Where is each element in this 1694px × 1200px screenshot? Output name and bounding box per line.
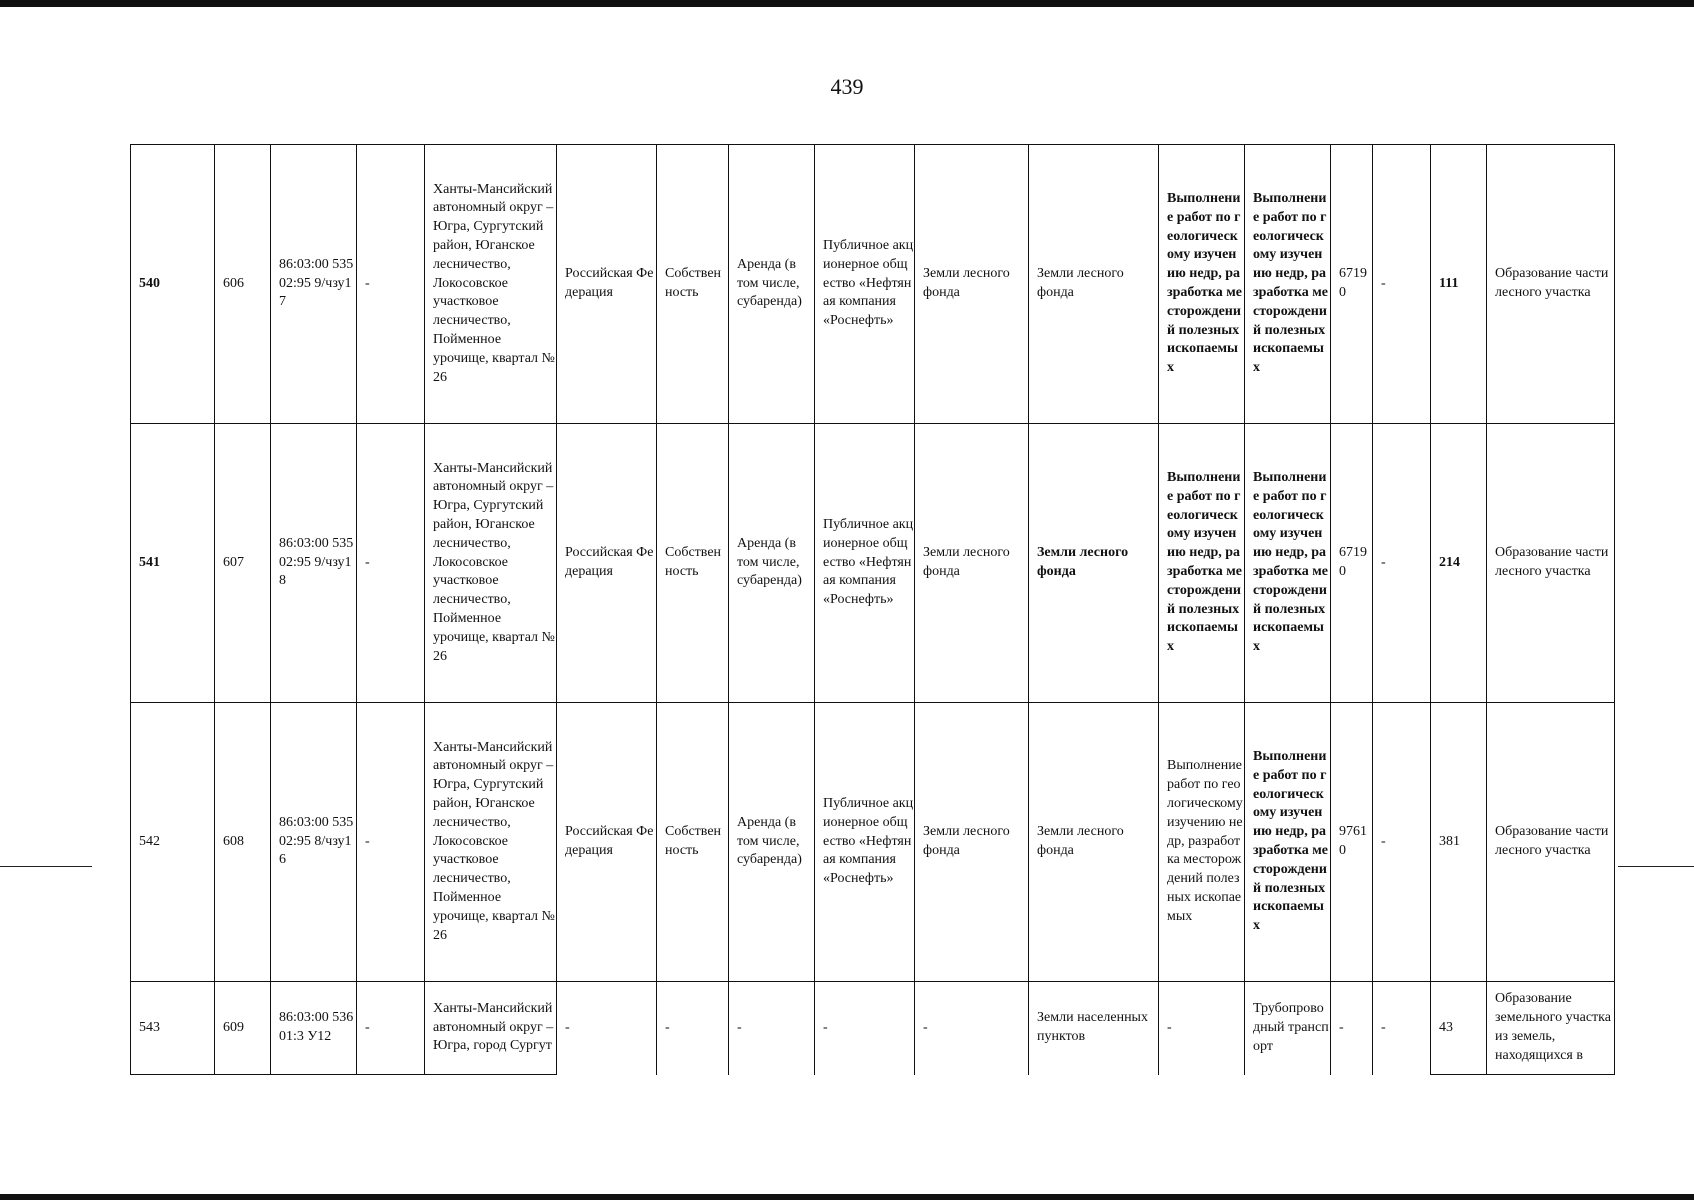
row-number: 542: [131, 703, 215, 982]
permitted-use-cell: Выполнение работ по геологическому изучению недр, разработка месторождений полезных ископаемых: [1159, 145, 1245, 424]
purpose-cell: Образование части лесного участка: [1487, 703, 1615, 982]
code-cell: 67190: [1331, 424, 1373, 703]
location-cell: Ханты-Мансийский автономный округ – Югра, город Сургут: [425, 982, 557, 1075]
row-number: 540: [131, 145, 215, 424]
dash-cell: -: [357, 424, 425, 703]
land-category-cell: Земли лесного фонда: [915, 424, 1029, 703]
land-category-2-cell: Земли лесного фонда: [1029, 703, 1159, 982]
purpose-cell: Образование части лесного участка: [1487, 145, 1615, 424]
area-cell: 43: [1431, 982, 1487, 1075]
owner-cell: Российская Федерация: [557, 703, 657, 982]
encumbrance-cell: Аренда (в том числе, субаренда): [729, 145, 815, 424]
right-holder-cell: -: [815, 982, 915, 1075]
top-page-border: [0, 0, 1694, 7]
land-registry-table: [130, 144, 1615, 1075]
land-category-cell: Земли лесного фонда: [915, 703, 1029, 982]
scan-artifact-line: [0, 866, 92, 867]
land-category-2-cell: Земли населенных пунктов: [1029, 982, 1159, 1075]
purpose-cell: Образование части лесного участка: [1487, 424, 1615, 703]
scan-artifact-line: [1618, 866, 1694, 867]
row-id: 607: [215, 424, 271, 703]
land-category-2-cell: Земли лесного фонда: [1029, 424, 1159, 703]
location-cell: Ханты-Мансийский автономный округ – Югра, Сургутский район, Юганское лесничество, Локосовское участковое лесничество, Пойменное урочище, квартал № 26: [425, 424, 557, 703]
table-row: [131, 145, 1615, 424]
dash-cell: -: [357, 145, 425, 424]
page-number: 439: [830, 74, 864, 99]
code-cell: 97610: [1331, 703, 1373, 982]
dash-cell-2: -: [1373, 424, 1431, 703]
dash-cell-2: -: [1373, 703, 1431, 982]
purpose-cell: Образование земельного участка из земель, находящихся в: [1487, 982, 1615, 1075]
cadastral-number: 86:03:00 53502:95 9/чзу18: [271, 424, 357, 703]
owner-cell: Российская Федерация: [557, 145, 657, 424]
land-category-cell: -: [915, 982, 1029, 1075]
land-category-2-cell: Земли лесного фонда: [1029, 145, 1159, 424]
owner-cell: Российская Федерация: [557, 424, 657, 703]
right-type-cell: -: [657, 982, 729, 1075]
cadastral-number: 86:03:00 53601:3 У12: [271, 982, 357, 1075]
dash-cell-2: -: [1373, 982, 1431, 1075]
row-id: 606: [215, 145, 271, 424]
permitted-use-cell: Выполнение работ по геологическому изучению недр, разработка месторождений полезных ископаемых: [1159, 424, 1245, 703]
row-id: 609: [215, 982, 271, 1075]
permitted-use-2-cell: Выполнение работ по геологическому изучению недр, разработка месторождений полезных ископаемых: [1245, 145, 1331, 424]
code-cell: -: [1331, 982, 1373, 1075]
encumbrance-cell: Аренда (в том числе, субаренда): [729, 424, 815, 703]
permitted-use-cell: -: [1159, 982, 1245, 1075]
right-holder-cell: Публичное акционерное общество «Нефтяная компания «Роснефть»: [815, 424, 915, 703]
row-number: 541: [131, 424, 215, 703]
table-row: [131, 703, 1615, 982]
row-id: 608: [215, 703, 271, 982]
area-cell: 381: [1431, 703, 1487, 982]
owner-cell: -: [557, 982, 657, 1075]
permitted-use-cell: Выполнение работ по геологическому изучению недр, разработка месторождений полезных ископаемых: [1159, 703, 1245, 982]
right-type-cell: Собственность: [657, 145, 729, 424]
right-holder-cell: Публичное акционерное общество «Нефтяная компания «Роснефть»: [815, 703, 915, 982]
land-category-cell: Земли лесного фонда: [915, 145, 1029, 424]
encumbrance-cell: Аренда (в том числе, субаренда): [729, 703, 815, 982]
permitted-use-2-cell: Трубопроводный транспорт: [1245, 982, 1331, 1075]
right-holder-cell: Публичное акционерное общество «Нефтяная компания «Роснефть»: [815, 145, 915, 424]
area-cell: 111: [1431, 145, 1487, 424]
area-cell: 214: [1431, 424, 1487, 703]
bottom-page-border: [0, 1194, 1694, 1200]
dash-cell: -: [357, 703, 425, 982]
table-row: [131, 424, 1615, 703]
cadastral-number: 86:03:00 53502:95 8/чзу16: [271, 703, 357, 982]
permitted-use-2-cell: Выполнение работ по геологическому изучению недр, разработка месторождений полезных ископаемых: [1245, 703, 1331, 982]
location-cell: Ханты-Мансийский автономный округ – Югра, Сургутский район, Юганское лесничество, Локосовское участковое лесничество, Пойменное урочище, квартал № 26: [425, 703, 557, 982]
cadastral-number: 86:03:00 53502:95 9/чзу17: [271, 145, 357, 424]
right-type-cell: Собственность: [657, 424, 729, 703]
row-number: 543: [131, 982, 215, 1075]
code-cell: 67190: [1331, 145, 1373, 424]
encumbrance-cell: -: [729, 982, 815, 1075]
permitted-use-2-cell: Выполнение работ по геологическому изучению недр, разработка месторождений полезных ископаемых: [1245, 424, 1331, 703]
dash-cell-2: -: [1373, 145, 1431, 424]
location-cell: Ханты-Мансийский автономный округ – Югра, Сургутский район, Юганское лесничество, Локосовское участковое лесничество, Пойменное урочище, квартал № 26: [425, 145, 557, 424]
table-row: [131, 982, 1615, 1075]
right-type-cell: Собственность: [657, 703, 729, 982]
dash-cell: -: [357, 982, 425, 1075]
